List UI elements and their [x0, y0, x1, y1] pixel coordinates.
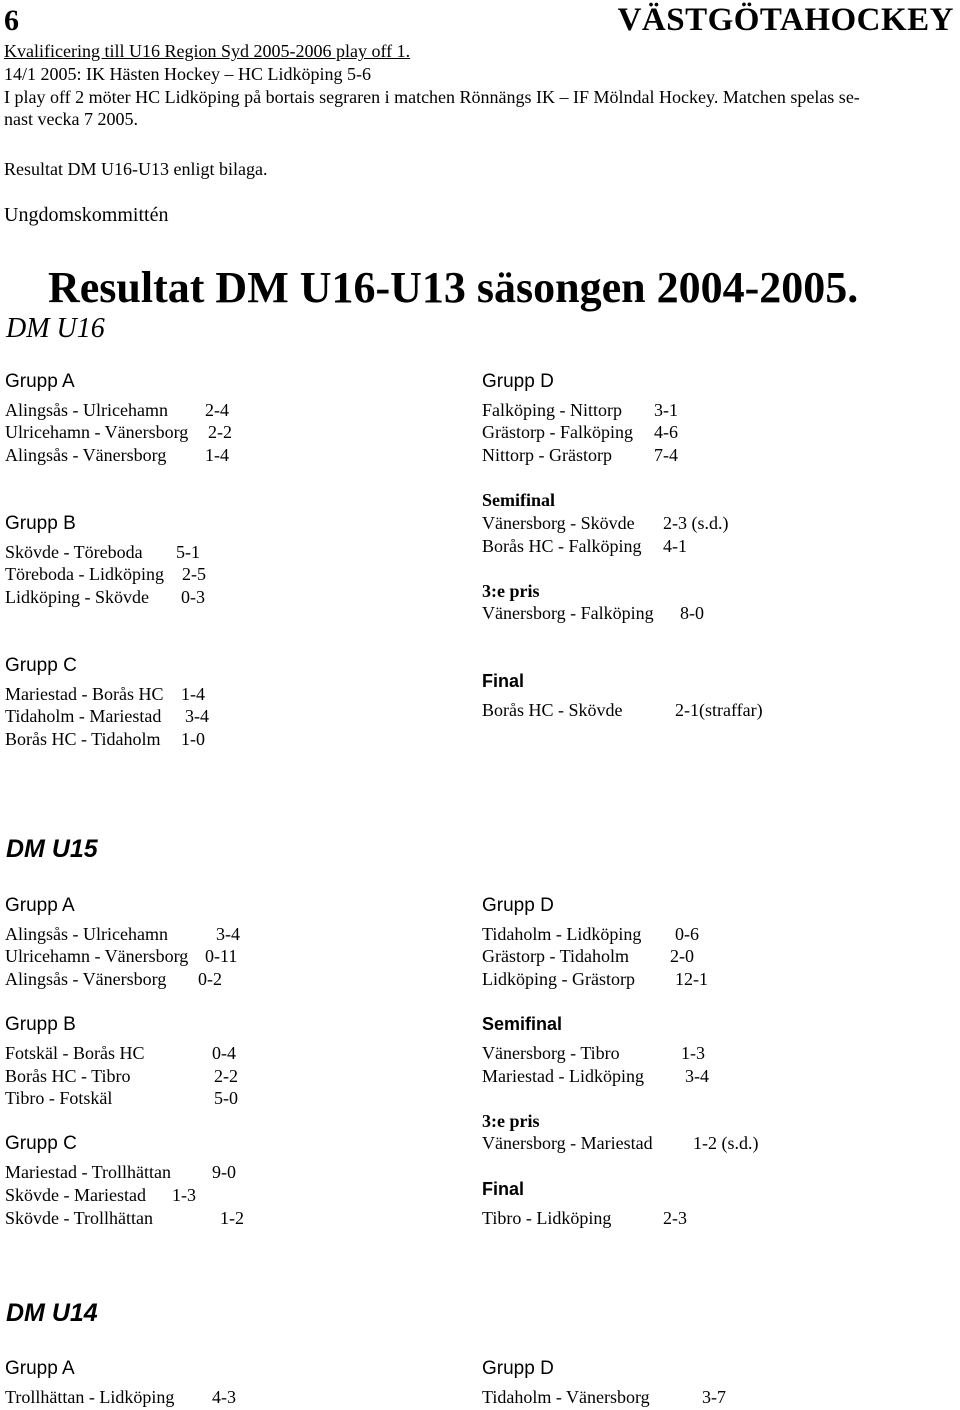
u16-grupp-c-heading: Grupp C — [5, 655, 77, 676]
u14-grupp-a-row: Trollhättan - Lidköping 4-3 — [5, 1387, 236, 1407]
u16-grupp-c-row: Tidaholm - Mariestad 3-4 — [5, 706, 209, 726]
u16-grupp-a-row: Alingsås - Vänersborg 1-4 — [5, 445, 229, 465]
u15-grupp-d-heading: Grupp D — [482, 895, 554, 916]
u15-grupp-b-row: Tibro - Fotskäl 5-0 — [5, 1088, 238, 1108]
u16-grupp-d-row: Grästorp - Falköping 4-6 — [482, 422, 678, 442]
u16-grupp-c-row: Borås HC - Tidaholm 1-0 — [5, 729, 205, 749]
u15-grupp-a-row: Alingsås - Vänersborg 0-2 — [5, 969, 222, 989]
u15-grupp-b-heading: Grupp B — [5, 1014, 76, 1035]
u15-final-row: Tibro - Lidköping 2-3 — [482, 1208, 687, 1228]
main-title: Resultat DM U16-U13 säsongen 2004-2005. — [48, 263, 859, 312]
intro-line-2: 14/1 2005: IK Hästen Hockey – HC Lidköping 5-6 — [4, 64, 371, 84]
u16-grupp-b-row: Lidköping - Skövde 0-3 — [5, 587, 205, 607]
page-number: 6 — [4, 4, 19, 37]
u16-grupp-b-row: Töreboda - Lidköping 2-5 — [5, 564, 206, 584]
u16-third-row: Vänersborg - Falköping 8-0 — [482, 603, 704, 623]
u15-grupp-a-heading: Grupp A — [5, 895, 75, 916]
u14-grupp-d-row: Tidaholm - Vänersborg 3-7 — [482, 1387, 726, 1407]
u15-grupp-c-row: Mariestad - Trollhättan 9-0 — [5, 1162, 236, 1182]
u16-grupp-a-row: Alingsås - Ulricehamn 2-4 — [5, 400, 229, 420]
u15-grupp-c-row: Skövde - Mariestad 1-3 — [5, 1185, 196, 1205]
intro-line-3: I play off 2 möter HC Lidköping på bortais segraren i matchen Rönnängs IK – IF Mölndal Hockey. Matchen spelas se- — [4, 87, 860, 107]
u15-grupp-d-row: Lidköping - Grästorp 12-1 — [482, 969, 708, 989]
u15-grupp-d-row: Grästorp - Tidaholm 2-0 — [482, 946, 694, 966]
u16-grupp-c-row: Mariestad - Borås HC 1-4 — [5, 684, 205, 704]
u16-grupp-b-heading: Grupp B — [5, 513, 76, 534]
publication-title: VÄSTGÖTAHOCKEY — [617, 2, 954, 38]
intro-line-1: Kvalificering till U16 Region Syd 2005-2006 play off 1. — [4, 41, 411, 61]
u14-grupp-a-heading: Grupp A — [5, 1358, 75, 1379]
u16-grupp-a-heading: Grupp A — [5, 371, 75, 392]
dm-u14-title: DM U14 — [6, 1299, 98, 1327]
u15-grupp-b-row: Fotskäl - Borås HC 0-4 — [5, 1043, 236, 1063]
u15-semifinal-row: Mariestad - Lidköping 3-4 — [482, 1066, 709, 1086]
u16-grupp-b-row: Skövde - Töreboda 5-1 — [5, 542, 200, 562]
u16-grupp-d-row: Falköping - Nittorp 3-1 — [482, 400, 678, 420]
u15-third-row: Vänersborg - Mariestad 1-2 (s.d.) — [482, 1133, 759, 1153]
dm-u15-title: DM U15 — [6, 835, 98, 863]
u15-grupp-c-heading: Grupp C — [5, 1133, 77, 1154]
dm-u16-title: DM U16 — [6, 313, 105, 344]
u14-grupp-d-heading: Grupp D — [482, 1358, 554, 1379]
u15-third-heading: 3:e pris — [482, 1111, 540, 1131]
u16-semifinal-heading: Semifinal — [482, 490, 556, 510]
u15-grupp-b-row: Borås HC - Tibro 2-2 — [5, 1066, 238, 1086]
u16-third-heading: 3:e pris — [482, 581, 540, 601]
u16-grupp-d-heading: Grupp D — [482, 371, 554, 392]
u15-semifinal-heading: Semifinal — [482, 1014, 563, 1034]
u16-grupp-a-row: Ulricehamn - Vänersborg 2-2 — [5, 422, 232, 442]
signature: Ungdomskommittén — [4, 204, 169, 226]
u16-final-row: Borås HC - Skövde 2-1(straffar) — [482, 700, 763, 720]
u16-grupp-d-row: Nittorp - Grästorp 7-4 — [482, 445, 678, 465]
results-note: Resultat DM U16-U13 enligt bilaga. — [4, 159, 268, 179]
u16-semifinal-row: Vänersborg - Skövde 2-3 (s.d.) — [482, 513, 729, 533]
intro-line-4: nast vecka 7 2005. — [4, 109, 138, 129]
u16-final-heading: Final — [482, 671, 525, 691]
u15-semifinal-row: Vänersborg - Tibro 1-3 — [482, 1043, 705, 1063]
u15-grupp-c-row: Skövde - Trollhättan 1-2 — [5, 1208, 244, 1228]
u15-grupp-a-row: Alingsås - Ulricehamn 3-4 — [5, 924, 240, 944]
u15-final-heading: Final — [482, 1179, 525, 1199]
u15-grupp-d-row: Tidaholm - Lidköping 0-6 — [482, 924, 699, 944]
u15-grupp-a-row: Ulricehamn - Vänersborg 0-11 — [5, 946, 238, 966]
u16-semifinal-row: Borås HC - Falköping 4-1 — [482, 536, 687, 556]
